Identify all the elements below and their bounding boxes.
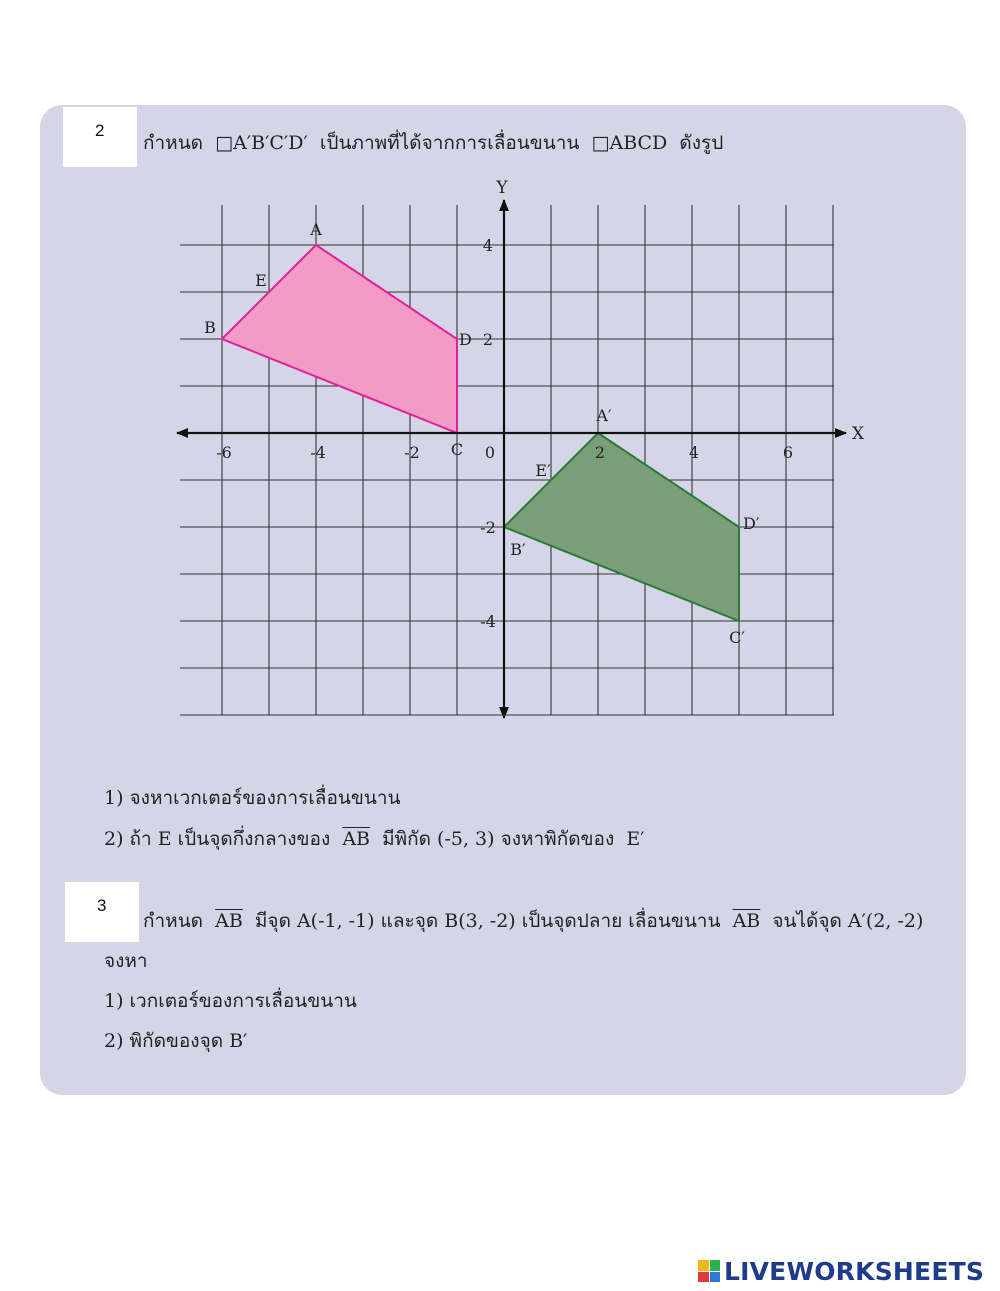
question-number-box[interactable] xyxy=(65,882,139,942)
original-quad-label: □ABCD xyxy=(591,132,668,154)
y-tick-label: 2 xyxy=(482,330,494,349)
question-item-1: 1) จงหาเวกเตอร์ของการเลื่อนขนาน xyxy=(104,787,401,809)
origin-label: 0 xyxy=(484,443,496,462)
segment-ab: $\overline{AB}$ xyxy=(732,910,761,932)
vertex-label: D xyxy=(459,330,472,349)
liveworksheets-logo xyxy=(698,1256,984,1286)
axes xyxy=(177,200,846,718)
x-tick-label: 2 xyxy=(594,443,606,462)
y-tick-label: 4 xyxy=(482,236,494,255)
vertex-label: C′ xyxy=(729,628,745,647)
question-number: 3 xyxy=(97,896,107,915)
x-tick-label: -6 xyxy=(216,443,232,462)
x-axis-label: X xyxy=(852,424,865,444)
vertex-label: B xyxy=(204,318,216,337)
vertex-label: A′ xyxy=(596,406,612,425)
plot-labels xyxy=(204,178,865,647)
x-tick-label: 6 xyxy=(782,443,794,462)
question-statement: กำหนด □A′B′C′D′ เป็นภาพที่ได้จากการเลื่อนขนาน □ABCD ดังรูป xyxy=(143,132,724,154)
brand-name: LIVEWORKSHEETS xyxy=(724,1256,985,1286)
question-item-1: 1) เวกเตอร์ของการเลื่อนขนาน xyxy=(104,990,357,1012)
x-tick-label: 4 xyxy=(688,443,700,462)
question-statement: กำหนด $\overline{AB}$ มีจุด A(-1, -1) และจุด B(3, -2) เป็นจุดปลาย เลื่อนขนาน $\overline{AB}$ จนได้จุด A′(2, -2) xyxy=(143,910,924,932)
question-number: 2 xyxy=(95,121,105,140)
segment-ab: $\overline{AB}$ xyxy=(215,910,243,932)
vertex-label: D′ xyxy=(743,514,760,533)
brand-icon xyxy=(698,1260,720,1282)
image-quad-label: □A′B′C′D′ xyxy=(215,132,308,154)
point-e-prime: E′ xyxy=(626,828,645,850)
y-tick-label: -4 xyxy=(480,612,496,631)
x-tick-label: -4 xyxy=(310,443,326,462)
point-label: E′ xyxy=(535,461,551,480)
vertex-label: A xyxy=(310,220,322,239)
vertex-label: C xyxy=(450,440,464,459)
x-tick-label: -2 xyxy=(404,443,420,462)
vertex-label: B′ xyxy=(510,540,526,559)
question-item-2: 2) พิกัดของจุด B′ xyxy=(104,1030,248,1052)
question-line-2: จงหา xyxy=(104,950,148,972)
segment-ab: $\overline{AB}$ xyxy=(342,828,371,850)
y-axis-label: Y xyxy=(496,178,508,198)
y-tick-label: -2 xyxy=(480,518,496,537)
point-label: E xyxy=(255,271,267,290)
question-item-2: 2) ถ้า E เป็นจุดกึ่งกลางของ $\overline{AB}$ มีพิกัด (-5, 3) จงหาพิกัดของ E′ xyxy=(104,828,645,850)
